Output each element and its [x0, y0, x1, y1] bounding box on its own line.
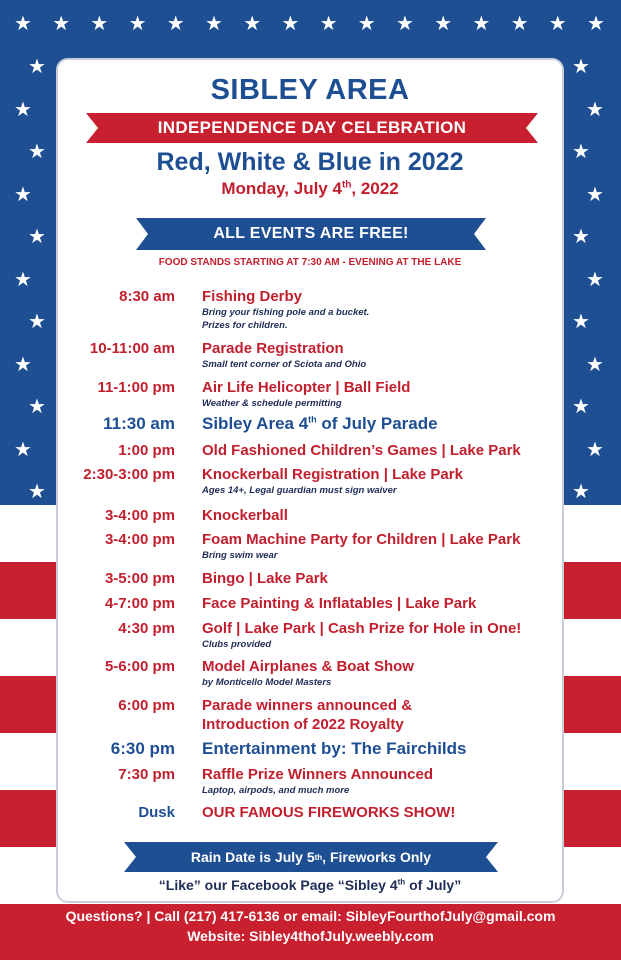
event-name: Sibley Area 4th of July Parade: [202, 414, 438, 433]
star-icon: ★: [28, 141, 46, 163]
star-icon: ★: [572, 226, 590, 248]
star-icon: ★: [28, 311, 46, 333]
star-icon: ★: [28, 481, 46, 503]
event-time: 3-4:00 pm: [104, 531, 175, 548]
event-name: Foam Machine Party for Children | Lake Park: [202, 531, 521, 548]
event-time: Dusk: [138, 804, 175, 821]
event-name: Knockerball: [202, 507, 288, 524]
star-icon: ★: [28, 396, 46, 418]
event-name: Knockerball Registration | Lake Park: [202, 466, 463, 483]
star-icon: ★: [28, 226, 46, 248]
star-icon: ★: [281, 13, 300, 35]
event-time: 6:00 pm: [118, 697, 175, 714]
star-icon: ★: [586, 353, 604, 376]
contact-line: Questions? | Call (217) 417-6136 or email: SibleyFourthofJuly@gmail.com: [65, 908, 556, 924]
star-icon: ★: [587, 13, 605, 35]
star-icon: ★: [14, 98, 32, 121]
star-icon: ★: [396, 13, 414, 35]
event-name: Face Painting & Inflatables | Lake Park: [202, 595, 477, 612]
page-title: SIBLEY AREA: [210, 74, 410, 106]
facebook-note: “Like” our Facebook Page “Sibley 4th of July”: [158, 877, 462, 893]
event-time: 10-11:00 am: [89, 340, 175, 357]
star-icon: ★: [572, 141, 590, 163]
event-note: Bring swim wear: [202, 550, 278, 561]
theme-heading: Red, White & Blue in 2022: [156, 148, 464, 176]
star-icon: ★: [28, 56, 46, 78]
event-name: Model Airplanes & Boat Show: [202, 658, 414, 675]
event-name: Parade Registration: [202, 340, 344, 357]
event-time: 7:30 pm: [118, 766, 175, 783]
event-name: Fishing Derby: [202, 288, 303, 305]
star-icon: ★: [357, 13, 376, 35]
event-time: 1:00 pm: [118, 442, 175, 459]
event-time: 4:30 pm: [118, 620, 175, 637]
event-time: 2:30-3:00 pm: [83, 466, 175, 483]
star-icon: ★: [586, 268, 604, 291]
star-icon: ★: [586, 98, 604, 121]
event-note: Laptop, airpods, and much more: [202, 785, 350, 796]
event-name: Golf | Lake Park | Cash Prize for Hole in One!: [202, 620, 522, 637]
star-icon: ★: [572, 311, 590, 333]
subtitle-ribbon: [86, 113, 538, 143]
event-name: Bingo | Lake Park: [202, 570, 328, 587]
event-note: Clubs provided: [202, 639, 272, 650]
event-time: 11-1:00 pm: [97, 379, 175, 396]
event-time: 6:30 pm: [110, 739, 175, 758]
website-line: Website: Sibley4thofJuly.weebly.com: [187, 928, 434, 944]
star-icon: ★: [586, 438, 604, 461]
star-icon: ★: [586, 183, 604, 206]
food-note: FOOD STANDS STARTING AT 7:30 AM - EVENING AT THE LAKE: [158, 257, 462, 268]
event-note: Small tent corner of Sciota and Ohio: [202, 359, 367, 370]
star-icon: ★: [14, 183, 32, 206]
star-icon: ★: [548, 13, 567, 35]
star-icon: ★: [243, 13, 262, 35]
event-time: 8:30 am: [119, 288, 175, 305]
star-icon: ★: [128, 13, 147, 35]
event-time: 3-4:00 pm: [104, 507, 175, 524]
star-icon: ★: [52, 13, 71, 35]
event-name: Old Fashioned Children’s Games | Lake Park: [202, 442, 521, 459]
event-note: Weather & schedule permitting: [202, 398, 342, 409]
event-note: Bring your fishing pole and a bucket.: [202, 307, 370, 318]
event-name: OUR FAMOUS FIREWORKS SHOW!: [202, 804, 456, 821]
star-icon: ★: [90, 13, 109, 35]
event-name-line2: Introduction of 2022 Royalty: [202, 716, 404, 733]
star-icon: ★: [510, 13, 529, 35]
event-note: Prizes for children.: [202, 320, 288, 331]
star-icon: ★: [319, 13, 338, 35]
star-icon: ★: [472, 13, 491, 35]
event-name: Entertainment by: The Fairchilds: [202, 739, 467, 758]
star-icon: ★: [205, 13, 223, 35]
star-icon: ★: [14, 438, 32, 461]
event-time: 4-7:00 pm: [104, 595, 175, 612]
footer: [0, 906, 621, 946]
free-ribbon: [136, 218, 486, 250]
event-name: Air Life Helicopter | Ball Field: [202, 379, 411, 396]
event-note: Ages 14+, Legal guardian must sign waiver: [202, 485, 397, 496]
star-icon: ★: [434, 13, 453, 35]
event-date: Monday, July 4th, 2022: [221, 179, 399, 198]
event-note: by Monticello Model Masters: [202, 677, 332, 688]
star-icon: ★: [572, 396, 590, 418]
star-icon: ★: [572, 481, 590, 503]
rain-date: Rain Date is July 5 th , Fireworks Only: [190, 849, 432, 865]
event-card: [56, 58, 564, 903]
event-name: Raffle Prize Winners Announced: [202, 766, 434, 783]
event-name: Parade winners announced &: [202, 697, 413, 714]
star-icon: ★: [166, 13, 185, 35]
star-icon: ★: [14, 353, 32, 376]
free-banner: ALL EVENTS ARE FREE!: [213, 225, 409, 242]
event-time: 11:30 am: [103, 414, 175, 433]
rain-ribbon: [124, 842, 498, 872]
event-time: 3-5:00 pm: [104, 570, 175, 587]
star-icon: ★: [572, 56, 590, 78]
star-icon: ★: [14, 13, 32, 35]
event-time: 5-6:00 pm: [104, 658, 175, 675]
subtitle: INDEPENDENCE DAY CELEBRATION: [157, 118, 467, 137]
star-icon: ★: [14, 268, 32, 291]
